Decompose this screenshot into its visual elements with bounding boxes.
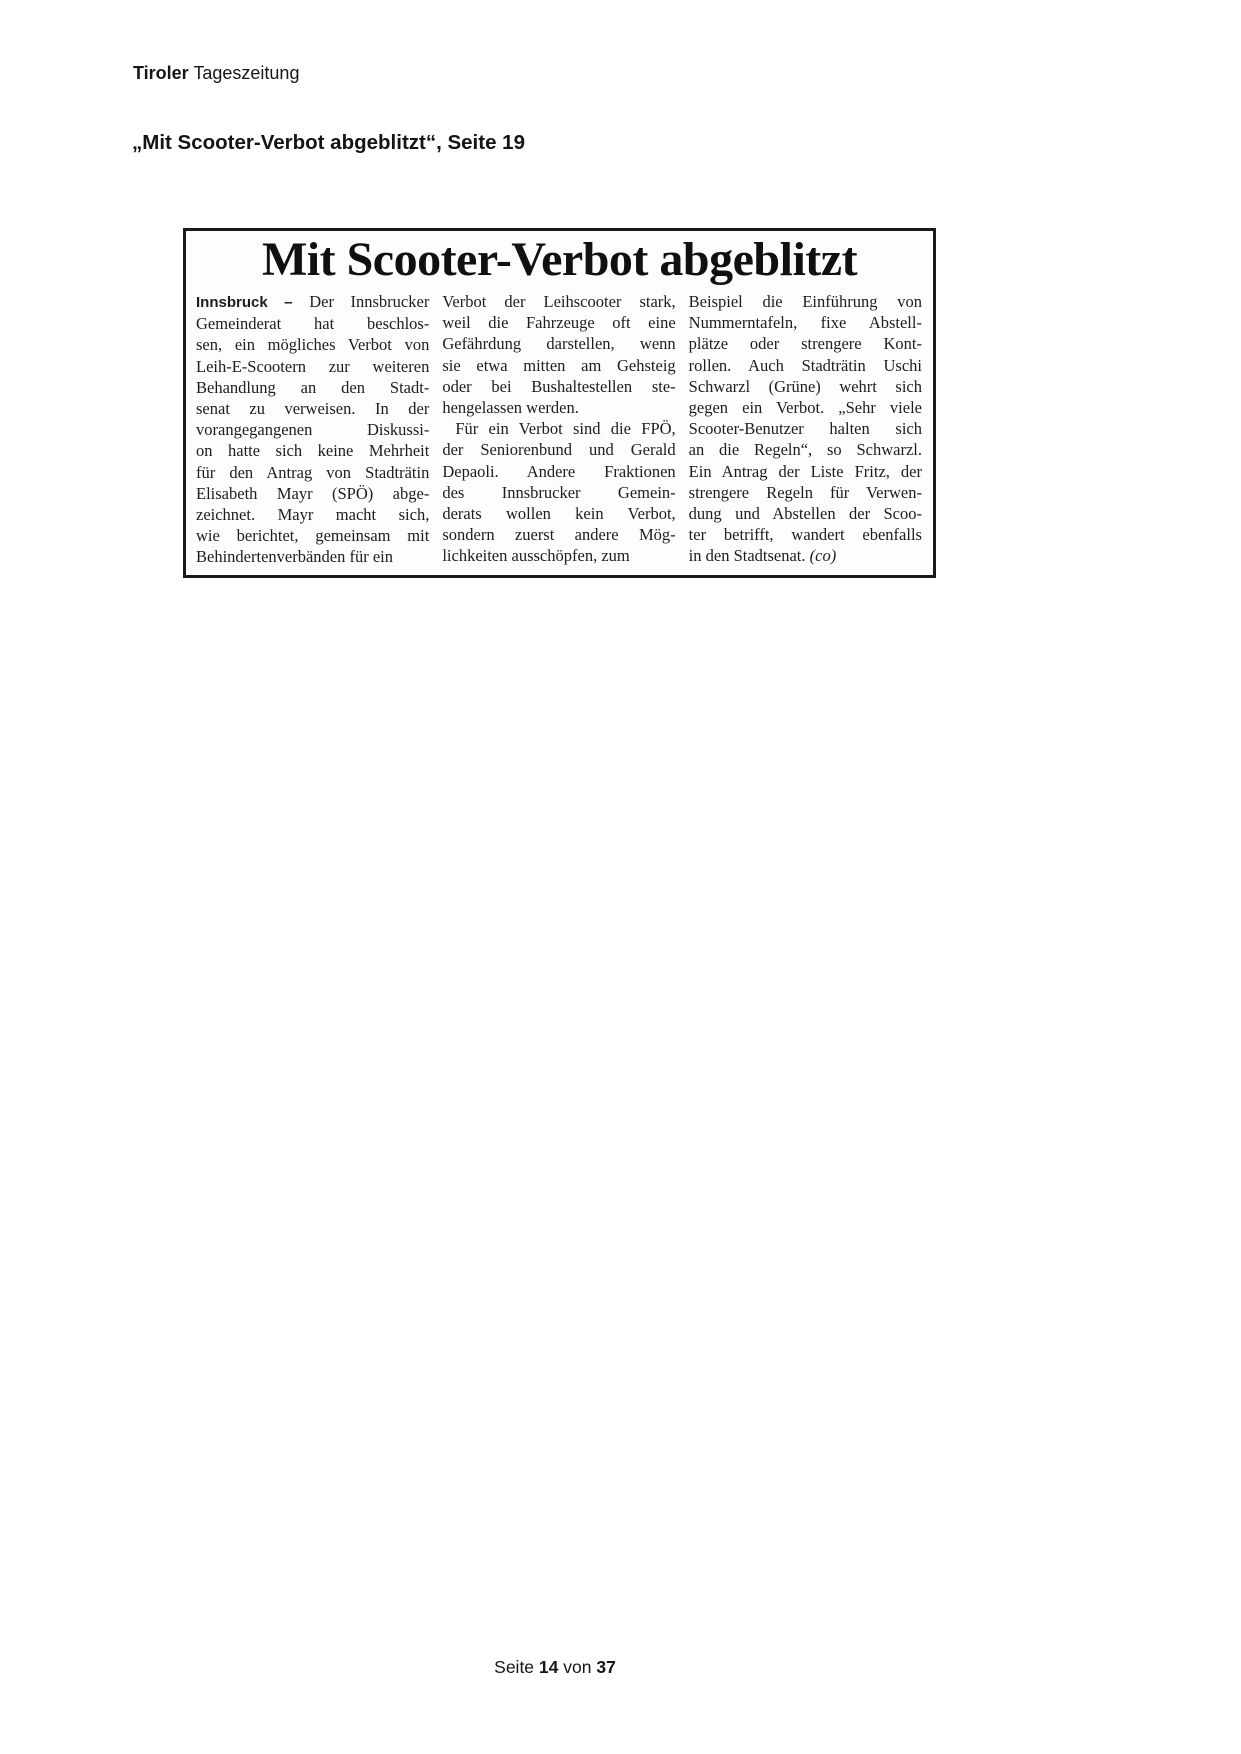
- article-line: hengelassen werden.: [442, 398, 579, 418]
- article-line: an die Regeln“, so Schwarzl.: [688, 440, 922, 460]
- masthead-brand-bold: Tiroler: [133, 63, 189, 83]
- article-line: zeichnet. Mayr macht sich,: [196, 505, 430, 525]
- article-column-1: [196, 291, 429, 568]
- footer-label-of: von: [563, 1657, 592, 1677]
- dateline-label: Innsbruck –: [196, 294, 293, 311]
- article-line: Elisabeth Mayr (SPÖ) abge-: [196, 483, 430, 503]
- article-line: plätze oder strengere Kont-: [688, 334, 922, 354]
- article-line: Gemeinderat hat beschlos-: [196, 314, 430, 334]
- article-line-text: in den Stadtsenat.: [688, 546, 806, 566]
- article-line: Leih-E-Scootern zur weiteren: [196, 356, 430, 376]
- masthead-brand-rest: Tageszeitung: [193, 63, 300, 83]
- article-line: Gefährdung darstellen, wenn: [442, 334, 676, 354]
- article-column-3: [689, 291, 922, 568]
- article-line: dung und Abstellen der Scoo-: [688, 504, 922, 524]
- article-line: Für ein Verbot sind die FPÖ,: [455, 419, 676, 439]
- article-line: Behandlung an den Stadt-: [196, 377, 430, 397]
- article-line: on hatte sich keine Mehrheit: [196, 441, 430, 461]
- article-line: senat zu verweisen. In der: [196, 399, 430, 419]
- article-line: derats wollen kein Verbot,: [442, 504, 676, 524]
- article-line: des Innsbrucker Gemein-: [442, 482, 676, 502]
- article-line: für den Antrag von Stadträtin: [196, 462, 430, 482]
- article-clipping: [183, 228, 936, 578]
- article-line: der Seniorenbund und Gerald: [442, 440, 676, 460]
- article-headline: Mit Scooter-Verbot abgeblitzt: [261, 233, 858, 286]
- article-line: weil die Fahrzeuge oft eine: [442, 313, 676, 333]
- article-line: [196, 291, 429, 313]
- article-line: Verbot der Leihscooter stark,: [442, 292, 676, 311]
- subject-line: „Mit Scooter-Verbot abgeblitzt“, Seite 19: [132, 131, 525, 154]
- article-line: Ein Antrag der Liste Fritz, der: [688, 461, 922, 481]
- article-line: Schwarzl (Grüne) wehrt sich: [688, 376, 922, 396]
- masthead: [133, 63, 299, 84]
- article-line: strengere Regeln für Verwen-: [688, 482, 922, 502]
- article-column-2: [442, 291, 675, 568]
- footer-total-pages: 37: [596, 1657, 616, 1677]
- article-line: oder bei Bushaltestellen ste-: [442, 376, 676, 396]
- footer-label-page: Seite: [494, 1657, 535, 1677]
- article-line: lichkeiten ausschöpfen, zum: [442, 546, 630, 566]
- article-line: sie etwa mitten am Gehsteig: [442, 355, 676, 375]
- footer-current-page: 14: [538, 1657, 559, 1677]
- article-line: Depaoli. Andere Fraktionen: [442, 461, 676, 481]
- article-line: Scooter-Benutzer halten sich: [688, 419, 922, 439]
- article-line: [689, 545, 922, 566]
- article-line: vorangegangenen Diskussi-: [196, 420, 430, 440]
- article-line: Nummerntafeln, fixe Abstell-: [688, 313, 922, 333]
- article-line: sen, ein mögliches Verbot von: [196, 335, 430, 355]
- article-line: Behindertenverbänden für ein: [196, 547, 394, 567]
- article-line: sondern zuerst andere Mög-: [442, 525, 676, 545]
- article-line: ter betrifft, wandert ebenfalls: [688, 525, 922, 545]
- page-footer: [0, 1657, 1110, 1678]
- article-line: Beispiel die Einführung von: [688, 292, 922, 311]
- article-line: gegen ein Verbot. „Sehr viele: [688, 398, 922, 418]
- article-columns: [186, 286, 933, 568]
- article-line: rollen. Auch Stadträtin Uschi: [688, 355, 922, 375]
- reporter-initials: (co): [809, 546, 837, 566]
- article-line: wie berichtet, gemeinsam mit: [196, 526, 430, 546]
- article-line-text: Der Innsbrucker: [309, 292, 430, 311]
